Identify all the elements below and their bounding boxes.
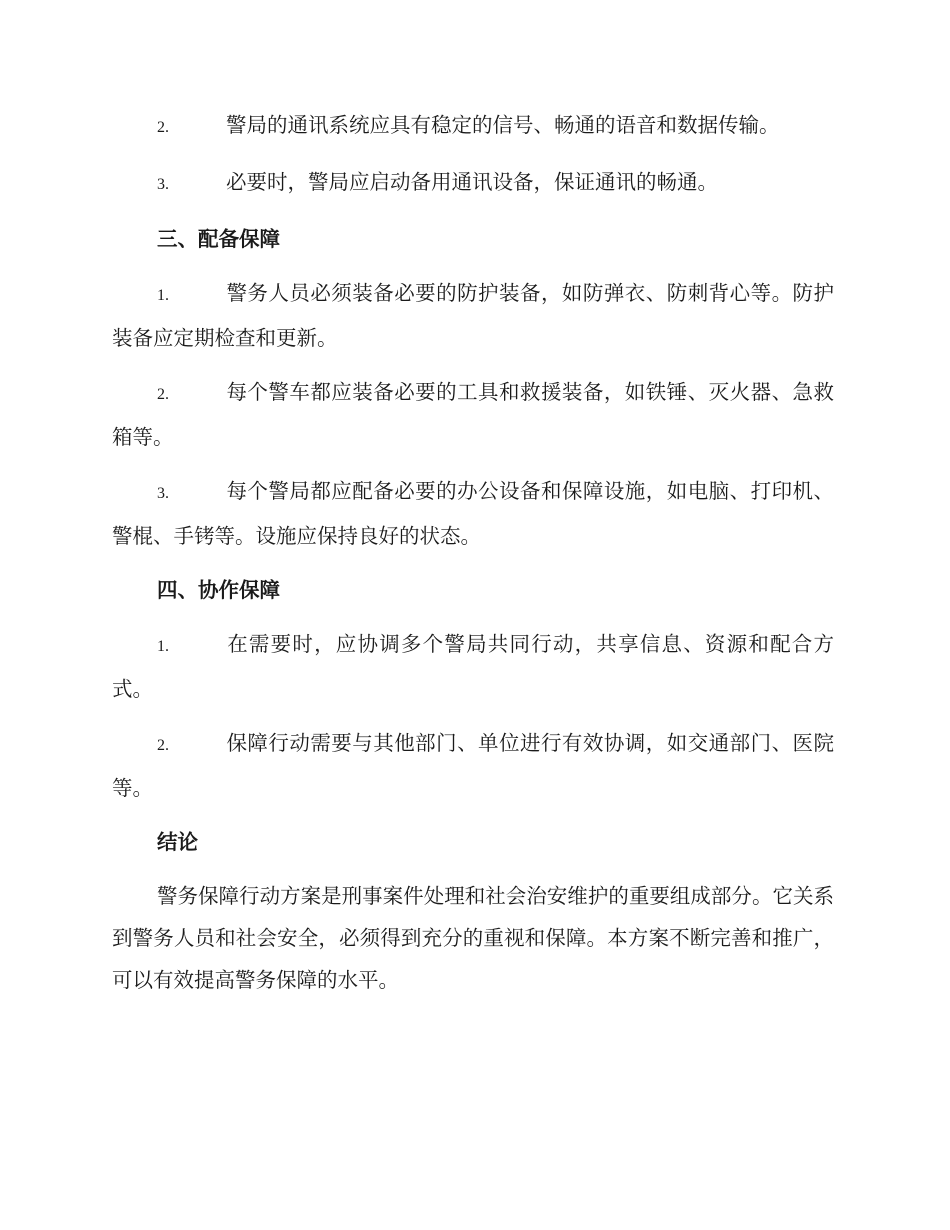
item-number: 1. xyxy=(157,287,169,304)
list-item xyxy=(112,371,834,458)
section-heading-equipment: 三、配备保障 xyxy=(157,227,280,251)
item-number: 2. xyxy=(157,386,169,403)
list-item xyxy=(112,161,834,206)
item-number: 3. xyxy=(157,485,169,502)
item-text: 警局的通讯系统应具有稳定的信号、畅通的语音和数据传输。 xyxy=(226,113,780,137)
item-number: 2. xyxy=(157,737,169,754)
list-item xyxy=(112,470,834,557)
item-text: 警务人员必须装备必要的防护装备，如防弹衣、防刺背心等。防护装备应定期检查和更新。 xyxy=(112,281,834,350)
section-heading-conclusion: 结论 xyxy=(157,830,198,854)
conclusion-paragraph: 警务保障行动方案是刑事案件处理和社会治安维护的重要组成部分。它关系到警务人员和社会安全，必须得到充分的重视和保障。本方案不断完善和推广，可以有效提高警务保障的水平。 xyxy=(112,884,834,992)
list-item xyxy=(112,104,834,149)
list-item xyxy=(112,623,834,710)
document-body xyxy=(112,104,834,1001)
list-item xyxy=(112,722,834,809)
list-item xyxy=(112,272,834,359)
item-number: 1. xyxy=(157,638,169,655)
section-heading-cooperation: 四、协作保障 xyxy=(157,578,280,602)
item-text: 必要时，警局应启动备用通讯设备，保证通讯的畅通。 xyxy=(226,170,718,194)
item-text: 保障行动需要与其他部门、单位进行有效协调，如交通部门、医院等。 xyxy=(112,731,834,800)
item-number: 2. xyxy=(157,119,169,136)
item-text: 每个警局都应配备必要的办公设备和保障设施，如电脑、打印机、警棍、手铐等。设施应保持良好的状态。 xyxy=(112,479,834,548)
item-text: 在需要时，应协调多个警局共同行动，共享信息、资源和配合方式。 xyxy=(112,632,834,701)
item-number: 3. xyxy=(157,176,169,193)
item-text: 每个警车都应装备必要的工具和救援装备，如铁锤、灭火器、急救箱等。 xyxy=(112,380,834,449)
